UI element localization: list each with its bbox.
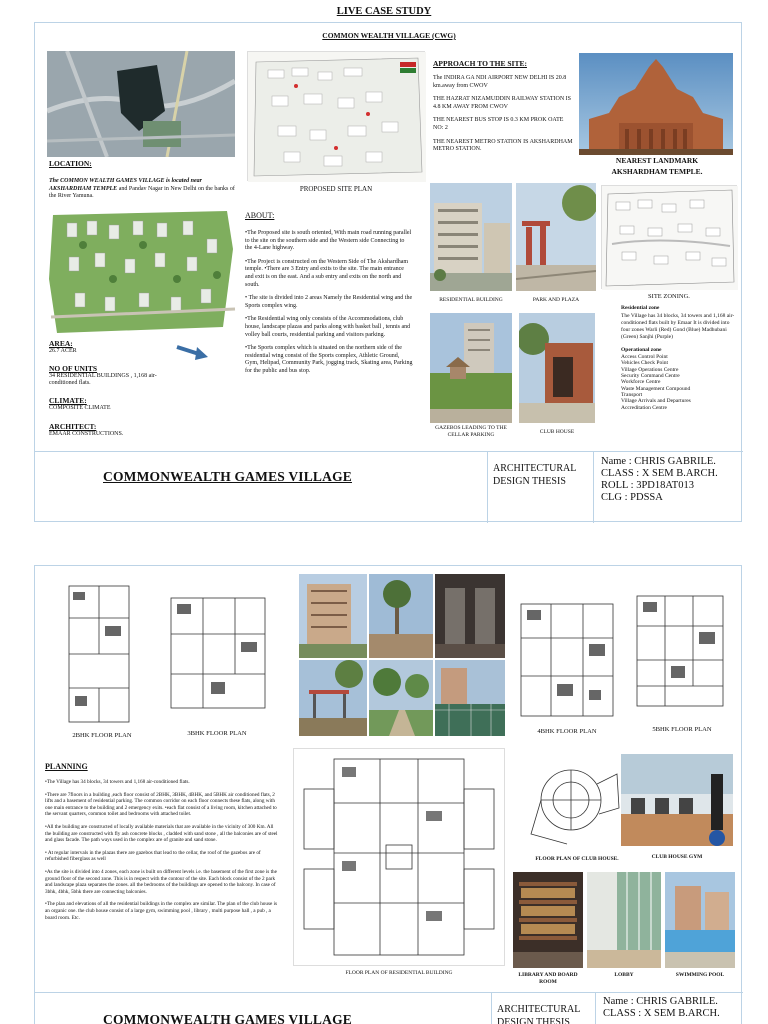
approach-line: THE NEAREST BUS STOP IS 0.3 KM PROK OATE NO: 2 bbox=[433, 117, 564, 131]
student-college: CLG : PDSSA bbox=[601, 492, 663, 503]
units-value: 34 RESIDENTIAL BUILDINGS , 1,168 air-conditioned flats. bbox=[49, 372, 157, 387]
location-text-rest: and Pandav Nagar in New Delhi on the banks of the River Yamuna. bbox=[49, 185, 235, 200]
site-zoning-drawing bbox=[601, 185, 737, 289]
operational-zone-item: Accreditation Centre bbox=[621, 404, 667, 411]
5bhk-floor-plan-drawing bbox=[631, 590, 729, 720]
residential-zone-text: The Village has 34 blocks, 34 towers and 1,168 air-conditioned flats built by Emaar It is divided into four zones Warli (Red) Gond (Blue) Madhubani (Green) Sanjhi (Purple) bbox=[621, 312, 735, 340]
operational-zone-item: Workforce Centre bbox=[621, 379, 661, 386]
lobby-caption: LOBBY bbox=[614, 972, 634, 978]
operational-zone-item: Transport bbox=[621, 391, 643, 398]
4bhk-floor-plan-drawing bbox=[515, 598, 619, 726]
residential-building-caption: RESIDENTIAL BUILDING bbox=[439, 297, 503, 303]
area-heading: AREA: bbox=[49, 339, 73, 348]
lift-lobby-photo bbox=[435, 574, 505, 658]
operational-zone-item: Village Operations Centre bbox=[621, 366, 679, 373]
planning-para: •All the building are constructed of locally available materials that are available in the vicinity of 300 Km. All the building are constructed with fly ash concrete blocks , cladded with sand stone , all the balconies are of steel and glass facade. The path ways used in the complex are of granite and sand stone. bbox=[45, 823, 278, 844]
sheet1-thesis-label: ARCHITECTURAL DESIGN THESIS bbox=[493, 463, 576, 487]
library-photo bbox=[513, 872, 583, 968]
planning-heading: PLANNING bbox=[45, 762, 88, 771]
climate-value: COMPOSITE CLIMATE bbox=[49, 404, 111, 411]
residential-floor-plan-caption: FLOOR PLAN OF RESIDENTIAL BUILDING bbox=[345, 970, 453, 976]
area-value: 26.7 ACER bbox=[49, 348, 77, 354]
club-house-photo bbox=[519, 313, 595, 423]
sheet2-thesis-label: ARCHITECTURAL DESIGN THESIS bbox=[497, 1004, 580, 1024]
location-text-emphasis: The COMMON WEALTH GAMES VILLAGE is located near AKSHARDHAM TEMPLE bbox=[49, 178, 202, 192]
operational-zone-item: Vehicles Check Point bbox=[621, 360, 669, 367]
gazebos-caption: GAZEBOS LEADING TO THE CELLAR PARKING bbox=[435, 425, 507, 438]
site-zoning-caption: SITE ZONING. bbox=[648, 293, 690, 300]
building-facade-photo bbox=[299, 574, 367, 658]
page-title: LIVE CASE STUDY bbox=[336, 6, 432, 17]
park-plaza-caption: PARK AND PLAZA bbox=[532, 297, 580, 303]
proposed-site-plan-caption: PROPOSED SITE PLAN bbox=[299, 185, 373, 193]
about-para: •The Proposed site is south oriented, With main road running parallel to the site on the southern side and the Western side Connecting to the 4-Lane highway. bbox=[245, 230, 412, 252]
planning-para: • At regular intervals in the plazas there are gazebos that lead to the cellar, the roof of the gazebos are of refurbished fiberglass as well bbox=[45, 849, 261, 863]
student-roll: ROLL : 3PD18AT013 bbox=[601, 480, 694, 491]
residential-building-photo bbox=[430, 183, 512, 291]
architect-value: EMAAR CONSTRUCTIONS. bbox=[49, 431, 124, 438]
5bhk-caption: 5BHK FLOOR PLAN bbox=[652, 726, 712, 733]
club-house-floor-plan-drawing bbox=[527, 754, 623, 850]
case-study-sheet-2 bbox=[34, 565, 742, 1024]
sheet2-project-title: COMMONWEALTH GAMES VILLAGE bbox=[103, 1012, 352, 1024]
location-map-image bbox=[47, 51, 235, 157]
operational-zone-item: Village Arrivals and Departures bbox=[621, 398, 691, 405]
approach-heading: APPROACH TO THE SITE: bbox=[433, 59, 527, 68]
4bhk-caption: 4BHK FLOOR PLAN bbox=[537, 728, 597, 735]
sheet2-student-details bbox=[603, 996, 720, 1020]
2bhk-caption: 2BHK FLOOR PLAN bbox=[72, 732, 132, 739]
garden-walkway-photo bbox=[369, 660, 433, 736]
operational-zone-item: Access Control Point bbox=[621, 354, 668, 361]
3bhk-floor-plan-drawing bbox=[163, 590, 273, 720]
units-heading: NO OF UNITS bbox=[49, 363, 98, 373]
approach-line: THE NEAREST METRO STATION IS AKSHARDHAM METRO STATION. bbox=[433, 138, 573, 153]
3bhk-caption: 3BHK FLOOR PLAN bbox=[187, 730, 247, 737]
planning-para: •As the site is divided into 4 zones, each zone is built on different levels i.e. the basement of the first zone is the ground floor of the second zone. This is in respect with the contour of the site. Each block consist of the 2 park and landscape plaza separates the zones. all the bedrooms of the buildings are opened to the balcony. In case of 3bhk, 4bhk, 5bhk there are connecting balconies. bbox=[45, 868, 277, 895]
sheet1-student-details bbox=[601, 456, 718, 504]
operational-zone-heading: Operational zone bbox=[621, 346, 662, 353]
lobby-photo bbox=[587, 872, 661, 968]
gym-caption: CLUB HOUSE GYM bbox=[651, 854, 703, 860]
approach-line: THE HAZRAT NIZAMUDDIN RAILWAY STATION IS 4.8 KM AWAY FROM CWOV bbox=[433, 96, 572, 110]
architect-heading: ARCHITECT: bbox=[49, 422, 97, 432]
sheet-subtitle: COMMON WEALTH VILLAGE (CWG) bbox=[322, 31, 456, 40]
student-name: Name : CHRIS GABRILE. bbox=[601, 456, 716, 467]
club-house-gym-photo bbox=[621, 754, 733, 846]
approach-line: The INDIRA GA NDI AIRPORT NEW DELHI IS 20.8 km.away from CWOV bbox=[433, 75, 567, 89]
student-class: CLASS : X SEM B.ARCH. bbox=[601, 468, 718, 479]
residential-zone-heading: Residential zone bbox=[621, 305, 660, 311]
planning-para: •The plan and elevations of all the residential buildings in the complex are similar. The plan of the club house is an organic one. the club house consist of a large gym, swimming pool , library , multi purpose hall , a pub , a board room. Etc. bbox=[45, 901, 278, 921]
case-study-sheet-1 bbox=[34, 22, 742, 522]
operational-zone-item: Security Command Centre bbox=[621, 373, 680, 380]
about-para: •The Residential wing only consists of the Accommodations, club house, landscape plazas and parks along with basket ball , tennis and volley ball courts, residential parking and visitors parking. bbox=[245, 316, 411, 338]
student-class: CLASS : X SEM B.ARCH. bbox=[603, 1008, 720, 1019]
gazebos-photo bbox=[430, 313, 512, 423]
planning-para: •There are 7floors in a building ,each floor consist of 2BHK, 3BHK, 4BHK, and 5BHK air conditioned flats, 2 lifts and a basement of residential parking. The common corridor on each floor connects these flats, along with one main entrance to the building and 2 emergency exits. •each flat consist of a living room, kitchen attached to the servant quarters, common toilet and bedrooms with attached toilet. bbox=[45, 791, 277, 818]
playground-photo bbox=[299, 660, 367, 736]
sheet1-project-title: COMMONWEALTH GAMES VILLAGE bbox=[103, 469, 352, 484]
climate-heading: CLIMATE: bbox=[49, 395, 87, 405]
proposed-site-plan-image bbox=[247, 51, 425, 181]
about-heading: ABOUT: bbox=[245, 211, 275, 220]
arrow-icon bbox=[175, 343, 209, 361]
landmark-caption: NEAREST LANDMARK AKSHARDHAM TEMPLE. bbox=[611, 156, 703, 176]
sports-court-photo bbox=[435, 660, 505, 736]
library-caption: LIBRARY AND BOARD ROOM bbox=[518, 972, 578, 985]
swimming-pool-caption: SWIMMING POOL bbox=[675, 972, 725, 978]
site-render-image bbox=[47, 209, 237, 335]
2bhk-floor-plan-drawing bbox=[59, 578, 139, 730]
residential-building-floor-plan-drawing bbox=[293, 748, 505, 966]
park-plaza-photo bbox=[516, 183, 596, 291]
planning-para: •The Village has 34 blocks, 34 towers and 1,168 air-conditioned flats. bbox=[45, 779, 190, 785]
about-para: •The Sports complex which is situated on the northern side of the residential wing consist of the Sports complex, Athletic Ground, Gym, Helipad, Community Park, jogging track, Skating area, Parking for the public and bus stop. bbox=[245, 345, 413, 374]
operational-zone-item: Waste Management Compound bbox=[621, 385, 691, 392]
location-heading: LOCATION: bbox=[49, 159, 92, 168]
about-para: • The site is divided into 2 areas Namely the Residential wing and the Sports complex wing. bbox=[245, 295, 413, 309]
club-house-plan-caption: FLOOR PLAN OF CLUB HOUSE. bbox=[535, 856, 619, 862]
courtyard-palm-photo bbox=[369, 574, 433, 658]
location-text bbox=[49, 178, 235, 201]
student-name: Name : CHRIS GABRILE. bbox=[603, 996, 718, 1007]
about-para: •The Project is constructed on the Western Side of The Akshardham temple. •There are 3 Entry and exits to the site. The main entrance and exit is on the east. And a sub entry and exits on the north and south. bbox=[245, 258, 409, 288]
club-house-caption: CLUB HOUSE bbox=[539, 429, 575, 435]
akshardham-temple-image bbox=[579, 53, 733, 155]
swimming-pool-photo bbox=[665, 872, 735, 968]
